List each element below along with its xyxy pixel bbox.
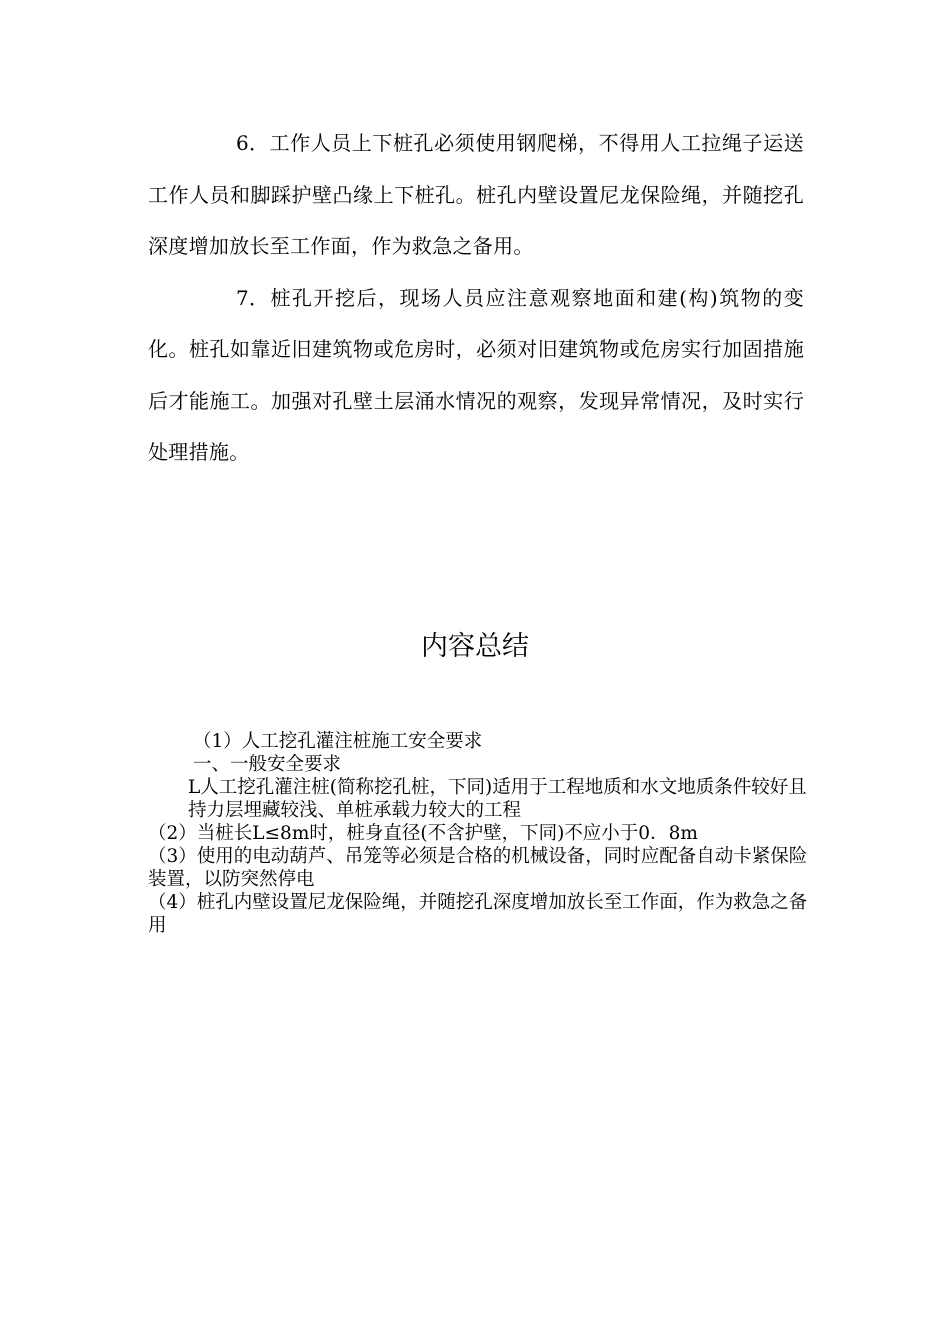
summary-line: （4）桩孔内壁设置尼龙保险绳，并随挖孔深度增加放长至工作面，作为救急之备用 xyxy=(148,892,808,936)
paragraph-7 xyxy=(148,273,804,479)
paragraph-number: 7． xyxy=(236,285,270,310)
summary-line: （3）使用的电动葫芦、吊笼等必须是合格的机械设备，同时应配备自动卡紧保险装置，以防突然停电 xyxy=(148,846,808,890)
paragraph-text: 桩孔开挖后，现场人员应注意观察地面和建(构)筑物的变化。桩孔如靠近旧建筑物或危房时，必须对旧建筑物或危房实行加固措施后才能施工。加强对孔壁土层涌水情况的观察，发现异常情况，及时实行处理措施。 xyxy=(148,285,804,464)
paragraph-6 xyxy=(148,118,804,273)
summary-list xyxy=(148,730,808,937)
summary-line: （2）当桩长L≤8m时，桩身直径(不含护壁，下同)不应小于0．8m xyxy=(148,823,698,844)
summary-line: （1）人工挖孔灌注桩施工安全要求 xyxy=(193,731,483,752)
paragraph-text: 工作人员上下桩孔必须使用钢爬梯，不得用人工拉绳子运送工作人员和脚踩护壁凸缘上下桩孔。桩孔内壁设置尼龙保险绳，并随挖孔深度增加放长至工作面，作为救急之备用。 xyxy=(148,131,804,258)
paragraph-number: 6． xyxy=(236,131,270,155)
summary-line: L人工挖孔灌注桩(简称挖孔桩，下同)适用于工程地质和水文地质条件较好且持力层埋藏较浅、单桩承载力较大的工程 xyxy=(188,777,807,821)
body-text xyxy=(148,118,804,479)
summary-line: 一、一般安全要求 xyxy=(193,754,342,775)
summary-title: 内容总结 xyxy=(421,631,529,662)
